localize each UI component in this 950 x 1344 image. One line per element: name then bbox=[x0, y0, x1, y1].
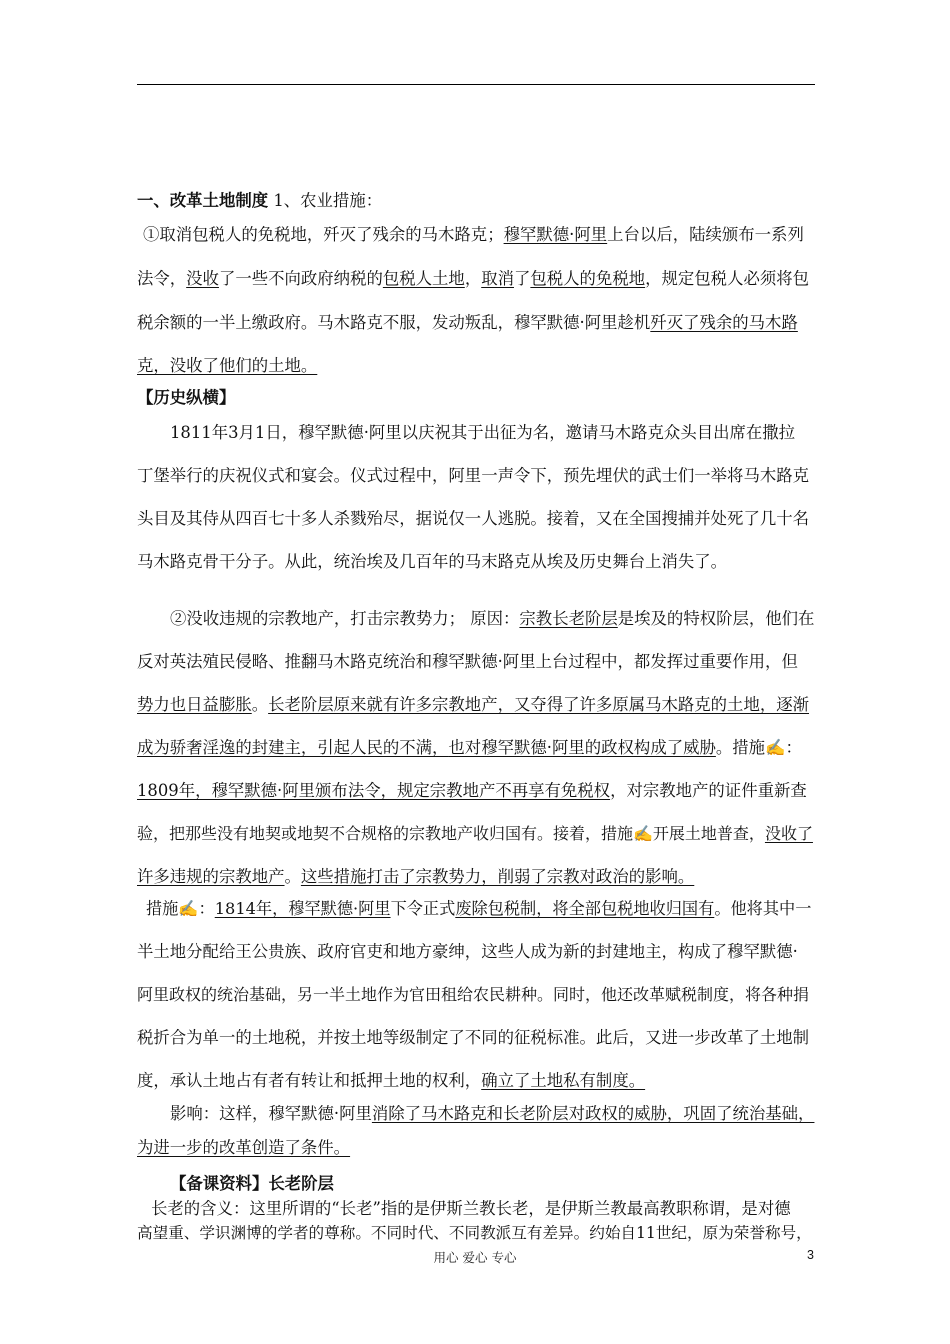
underlined-text: 1814年，穆罕默德·阿里 bbox=[214, 899, 391, 918]
text: 税余额的一半上缴政府。马木路克不服，发动叛乱，穆罕默德·阿里趁机 bbox=[137, 313, 651, 332]
text: 了 bbox=[513, 269, 531, 288]
underlined-text: 长老阶层原来就有许多宗教地产，又夺得了许多原属马木路克的土地，逐渐 bbox=[268, 695, 810, 714]
p4-line-3: 阿里政权的统治基础，另一半土地作为官田租给农民耕种。同时，他还改革赋税制度，将各种捐 bbox=[137, 985, 810, 1004]
text: 。措施✍： bbox=[715, 738, 802, 757]
underlined-text: 这些措施打击了宗教势力，削弱了宗教对政治的影响。 bbox=[300, 867, 695, 886]
p2-line-2: 丁堡举行的庆祝仪式和宴会。仪式过程中，阿里一声令下，预先埋伏的武士们一举将马木路克 bbox=[137, 466, 810, 485]
text: 。 bbox=[251, 695, 269, 714]
heading-text: 一、改革土地制度 bbox=[137, 191, 269, 210]
p3-line-4 bbox=[137, 737, 802, 759]
page-number: 3 bbox=[807, 1248, 814, 1262]
p3-line-6 bbox=[137, 823, 813, 845]
underlined-text: 克，没收了他们的土地。 bbox=[137, 356, 318, 375]
p1-line-3 bbox=[137, 312, 798, 334]
underlined-text: 废除包税制，将全部包税地收归国有 bbox=[455, 899, 715, 918]
underlined-text: 势力也日益膨胀 bbox=[137, 695, 252, 714]
heading-subtext: 1、农业措施： bbox=[268, 191, 383, 210]
underlined-text: 没收了 bbox=[764, 824, 813, 843]
p4-line-1 bbox=[146, 898, 811, 920]
underlined-text: 确立了土地私有制度。 bbox=[481, 1071, 646, 1090]
text: ，对宗教地产的证件重新查 bbox=[610, 781, 807, 800]
text: 反对英法殖民侵略、推翻马木路克统治和穆罕默德·阿里上台过程中，都发挥过重要作用，但 bbox=[137, 652, 798, 671]
p3-line-3 bbox=[137, 694, 809, 716]
text: ①取消包税人的免税地，歼灭了残余的马木路克； bbox=[143, 225, 504, 244]
p3-line-7 bbox=[137, 866, 694, 888]
underlined-text: 取消 bbox=[481, 269, 514, 288]
text: 。他将其中一 bbox=[714, 899, 812, 918]
text: ②没收违规的宗教地产，打击宗教势力； 原因： bbox=[170, 609, 520, 628]
header-rule bbox=[137, 84, 815, 85]
p6-line-2: 高望重、学识渊博的学者的尊称。不同时代、不同教派互有差异。约始自11世纪，原为荣誉称号， bbox=[137, 1224, 812, 1242]
underlined-text: 也对穆罕默德·阿里的政权构成了威胁 bbox=[448, 738, 716, 757]
p2-line-4: 马木路克骨干分子。从此，统治埃及几百年的马末路克从埃及历史舞台上消失了。 bbox=[137, 552, 728, 571]
underlined-text: 消除了马木路克和长老阶层对政权的威胁，巩固了统治基础， bbox=[371, 1104, 815, 1123]
p4-line-4: 税折合为单一的土地税，并按土地等级制定了不同的征税标准。此后，又进一步改革了土地制 bbox=[137, 1028, 810, 1047]
underlined-text: 包税人土地 bbox=[382, 269, 465, 288]
underlined-text: 穆罕默德·阿里 bbox=[503, 225, 608, 244]
p3-line-5 bbox=[137, 780, 807, 802]
underlined-text: 许多违规的宗教地产 bbox=[137, 867, 285, 886]
text: 法令， bbox=[137, 269, 187, 288]
text: ， bbox=[464, 269, 482, 288]
text: 度，承认土地占有者有转让和抵押土地的权利， bbox=[137, 1071, 482, 1090]
page-footer: 用心 爱心 专心 bbox=[433, 1250, 517, 1265]
underlined-text: 没收 bbox=[186, 269, 219, 288]
p1-line-2 bbox=[137, 268, 809, 290]
p4-line-2: 半土地分配给王公贵族、政府官吏和地方豪绅，这些人成为新的封建地主，构成了穆罕默德· bbox=[137, 942, 798, 961]
underlined-text: 歼灭了残余的马木路 bbox=[650, 313, 798, 332]
p6-line-1: 长老的含义：这里所谓的“长老”指的是伊斯兰教长老，是伊斯兰教最高教职称谓，是对德 bbox=[151, 1199, 791, 1218]
text: 下令正式 bbox=[390, 899, 456, 918]
text: 了一些不向政府纳税的 bbox=[218, 269, 383, 288]
p5-line-2 bbox=[137, 1137, 350, 1159]
underlined-text: 1809年，穆罕默德·阿里颁布法令，规定宗教地产不再享有免税权 bbox=[137, 781, 611, 800]
p1-line-1 bbox=[143, 224, 804, 246]
text: 影响：这样，穆罕默德·阿里 bbox=[170, 1104, 372, 1123]
text: 验，把那些没有地契或地契不合规格的宗教地产收归国有。接着，措施✍开展土地普查， bbox=[137, 824, 765, 843]
section-heading-land-reform bbox=[137, 190, 382, 212]
p5-line-1 bbox=[170, 1103, 814, 1125]
text: ，规定包税人必须将包 bbox=[645, 269, 810, 288]
underlined-text: 成为骄奢淫逸的封建主，引起人民的不满， bbox=[137, 738, 449, 757]
underlined-text: 包税人的免税地 bbox=[530, 269, 646, 288]
p4-line-5 bbox=[137, 1070, 645, 1092]
p3-line-1 bbox=[170, 608, 814, 630]
section-heading-prep: 【备课资料】长老阶层 bbox=[170, 1174, 334, 1193]
p2-line-3: 头目及其侍从四百七十多人杀戮殆尽，据说仅一人逃脱。接着，又在全国搜捕并处死了几十名 bbox=[137, 509, 810, 528]
underlined-text: 宗教长老阶层 bbox=[519, 609, 618, 628]
text: 上台以后，陆续颁布一系列 bbox=[607, 225, 804, 244]
text: 措施✍： bbox=[146, 899, 215, 918]
text: 。 bbox=[284, 867, 301, 886]
p3-line-2 bbox=[137, 651, 798, 673]
p2-line-1: 1811年3月1日，穆罕默德·阿里以庆祝其于出征为名，邀请马木路克众头目出席在撒拉 bbox=[170, 423, 796, 442]
underlined-text: 为进一步的改革创造了条件。 bbox=[137, 1138, 351, 1157]
text: 是埃及的特权阶层，他们在 bbox=[617, 609, 815, 628]
section-heading-history: 【历史纵横】 bbox=[137, 388, 236, 407]
p1-line-4 bbox=[137, 355, 317, 377]
